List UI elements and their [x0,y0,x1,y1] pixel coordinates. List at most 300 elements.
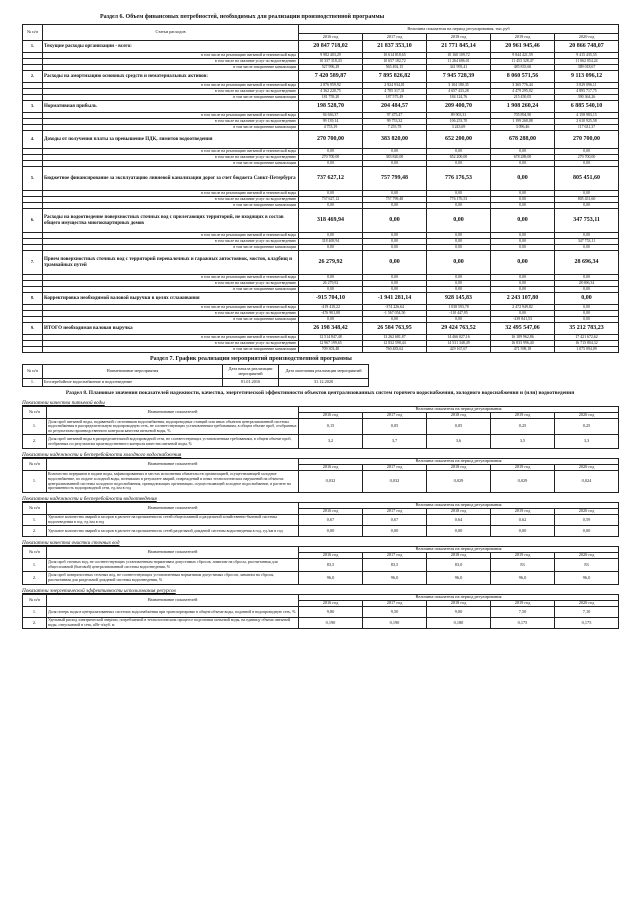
indicator-value: 0,175 [555,618,619,629]
subrow-value: 3 096,46 [491,125,555,131]
row-number: 9. [23,323,43,335]
subrow-value: 347 753,11 [555,239,619,245]
ind-year-header: 2017 год [363,553,427,559]
expense-value: 9 113 096,12 [555,71,619,83]
ind-year-header: 2017 год [363,413,427,419]
values-caption-header: Величина показателя на период регулирования, тыс.руб [299,25,619,34]
expense-value: 26 279,92 [299,251,363,275]
indicator-value: 0,190 [363,618,427,629]
subrow-label: в том числе на реализацию питьевой и технической воды [43,113,299,119]
subrow-value: 28 696,34 [555,281,619,287]
indicator-row [23,526,619,537]
subrow-value: 0,00 [555,311,619,317]
indicator-value: 3,6 [427,435,491,449]
indicator-name: Количество перерывов в подаче воды, зафиксированных в местах исполнения обязательств организацией, осуществляющей холодное водоснабжение, по подаче холодной воды, возникших в результате аварий, повреждений и иных технологических нарушений на объектах централизованной системы холодного водоснабжения, принадлежащих организации, осуществляющей холодное водоснабжение, в расчете на протяженность водопроводной сети, ед./км в год [47,471,299,493]
expense-row [23,71,619,83]
section8-title: Раздел 8. Плановые значения показателей надежности, качества, энергетической эффективности объектов централизованных систем горячего водоснабжения, холодного водоснабжения и (или) водоотведения [65,390,575,396]
subrow-value: 94 636,37 [299,113,363,119]
subrow-label: в том числе на оказание услуг по водоотведению [43,155,299,161]
subrow-value: 13 262 681,87 [363,335,427,341]
subrow-value: 0,00 [427,191,491,197]
subrow-value: 0,00 [299,317,363,323]
indicator-group-title: Показатели энергетической эффективности использования ресурсов [22,588,176,594]
expense-value: 21 837 353,10 [363,41,427,53]
ind-year-header: 2020 год [555,465,619,471]
subrow-value: 89 903,31 [427,113,491,119]
indicator-value: 83 [491,559,555,572]
subrow-value: 11 062 054,24 [555,59,619,65]
indicator-row [23,435,619,449]
subrow-value: 97 475,47 [363,113,427,119]
expense-value: 652 200,00 [427,131,491,149]
subrow-value: 1 075 094,09 [555,347,619,353]
expense-value: 7 895 826,82 [363,71,427,83]
subrow-value: 0,00 [555,149,619,155]
subrow-value: 760 483,62 [363,347,427,353]
expense-value: 2 243 107,80 [491,293,555,305]
ind-year-header: 2016 год [299,509,363,515]
indicator-table [22,406,619,449]
subrow-value: 565 492,15 [363,65,427,71]
subrow-value: 4 657 433,28 [427,89,491,95]
subrow-value: 705 894,90 [491,113,555,119]
subrow-value: 390 364,26 [555,95,619,101]
subrow-value: 0,00 [491,233,555,239]
subrow-value: 12 967 199,65 [299,341,363,347]
indicator-table [22,594,619,629]
indicator-num: 1. [23,559,47,572]
subrow-value: 0,00 [491,311,555,317]
expense-row [23,41,619,53]
indicator-value: 96,0 [555,572,619,585]
subrow-value: 0,00 [363,287,427,293]
expense-row [23,323,619,335]
expense-value: 805 451,60 [555,167,619,191]
indicator-value: 0,25 [555,419,619,435]
expense-value: 204 484,57 [363,101,427,113]
subrow-value: 0,00 [555,161,619,167]
subrow-value: 4 362 220,75 [299,89,363,95]
subrow-value: 678 288,00 [491,155,555,161]
subrow-value: 7 255,78 [363,125,427,131]
subrow-value: 3 365 776,44 [491,83,555,89]
subrow-value: 737 627,12 [299,197,363,203]
section6-title: Раздел 6. Объем финансовых потребностей, необходимых для реализации производственной программы [100,14,385,20]
indicator-value: 9,80 [299,607,363,618]
ind-year-header: 2018 год [427,509,491,515]
subrow-value: 0,00 [555,287,619,293]
ind-year-header: 2016 год [299,601,363,607]
subrow-value: 805 451,60 [555,197,619,203]
subrow-value: 12 832 598,44 [363,341,427,347]
expense-value: 20 961 945,46 [491,41,555,53]
indicator-value: 0,032 [363,471,427,493]
row-number: 2. [23,71,43,83]
subrow-label: в том числе на реализацию питьевой и технической воды [43,83,299,89]
indicator-value: 0,62 [491,515,555,526]
expense-name: Корректировка необходимой валовой выручки в целях сглаживания [43,293,299,305]
subrow-value: 2 876 959,92 [299,83,363,89]
subrow-value: 11 264 686,01 [427,59,491,65]
subrow-value: 3 104 180,35 [427,83,491,89]
subrow-value: 383 820,00 [363,155,427,161]
subrow-label: в том числе захоронение канализации [43,287,299,293]
indicator-value: 0,15 [299,419,363,435]
indicator-value: 83,5 [363,559,427,572]
indicator-value: 3,2 [299,435,363,449]
row-number: 6. [23,209,43,233]
subrow-label: в том числе на оказание услуг по водоотведению [43,59,299,65]
indicator-name: Удельное количество аварий и засоров в расчете на протяженность сетей общесплавной и раздельной хозяйственно-бытовой системы водоотведения в год, ед./км в год [47,515,299,526]
subrow-value: 4 895 717,75 [555,89,619,95]
ind-year-header: 2016 год [299,465,363,471]
subrow-value: 0,00 [555,191,619,197]
year-header: 2017 год [363,34,427,41]
expense-value: 7 420 589,87 [299,71,363,83]
indicator-table [22,502,619,537]
ind-col-num: № п/п [23,407,47,419]
subrow-value: 0,00 [491,149,555,155]
expense-name: Расходы на амортизацию основных средств и нематериальных активов: [43,71,299,83]
subrow-value: 270 700,00 [299,155,363,161]
indicator-row [23,515,619,526]
expense-value: 0,00 [491,251,555,275]
ind-year-header: 2017 год [363,601,427,607]
expense-value: 0,00 [491,209,555,233]
ind-year-header: 2020 год [555,509,619,515]
row-number: 3. [23,101,43,113]
ind-year-header: 2020 год [555,601,619,607]
subrow-value: 0,00 [363,161,427,167]
subrow-label: в том числе на оказание услуг по водоотведению [43,197,299,203]
ind-col-num: № п/п [23,503,47,515]
indicator-row [23,618,619,629]
subrow-value: 0,00 [491,197,555,203]
subrow-value: 106 253,70 [427,119,491,125]
subrow-value: 2 610 925,58 [555,119,619,125]
expense-value: 0,00 [363,209,427,233]
indicator-num: 2. [23,435,47,449]
subrow-value: 0,00 [427,149,491,155]
subrow-value: 0,00 [363,149,427,155]
subrow-value: 0,00 [491,203,555,209]
subrow-label: в том числе захоронение канализации [43,203,299,209]
schedule-name: Бесперебойное водоснабжение и водоотведение [43,379,223,387]
indicator-group-title: Показатели надежности и бесперебойности водоотведения [22,496,157,502]
indicator-name: Удельное количество аварий и засоров в расчете на протяженность сетей раздельной дождевой системы водоотведения в год, ед./км в год [47,526,299,537]
ind-year-header: 2018 год [427,465,491,471]
expense-name: ИТОГО необходимая валовая выручка [43,323,299,335]
year-header: 2020 год [555,34,619,41]
subrow-value: 2 924 934,01 [363,83,427,89]
subrow-value: 9 415 435,55 [555,53,619,59]
subrow-value: 0,00 [491,281,555,287]
subrow-value: 17 421 672,62 [555,335,619,341]
section7-title: Раздел 7. График реализации мероприятий производственной программы [150,356,352,362]
subrow-value: 10 337 318,43 [299,59,363,65]
ind-year-header: 2019 год [491,553,555,559]
subrow-value: 389 018,67 [555,65,619,71]
subrow-value: 0,00 [555,203,619,209]
subrow-value: 16 189 962,86 [491,335,555,341]
ind-col-num: № п/п [23,595,47,607]
expense-value: 0,00 [555,293,619,305]
indicator-row [23,572,619,585]
subrow-label: в том числе захоронение канализации [43,347,299,353]
expense-value: 7 945 728,39 [427,71,491,83]
subrow-value: 4 479 295,02 [491,89,555,95]
col-name-header: Статьи расходов [43,25,299,41]
subrow-value: 652 200,00 [427,155,491,161]
subrow-label: в том числе на реализацию питьевой и технической воды [43,149,299,155]
subrow-label: в том числе на реализацию питьевой и технической воды [43,233,299,239]
indicator-value: 0,032 [299,471,363,493]
subrow-value: 0,00 [363,233,427,239]
subrow-value: 12 514 847,48 [299,335,363,341]
schedule-end: 31.12.2020 [279,379,369,387]
subrow-value: 709 303,48 [299,347,363,353]
schedule-table [22,364,369,387]
expense-row [23,131,619,149]
expense-value: 347 753,11 [555,209,619,233]
subrow-value: -239 841,53 [491,317,555,323]
subrow-label: в том числе на реализацию питьевой и технической воды [43,191,299,197]
indicator-value: 3,3 [555,435,619,449]
indicator-row [23,607,619,618]
subrow-value: -476 901,08 [299,311,363,317]
expense-name: Нормативная прибыль [43,101,299,113]
subrow-label: в том числе на оказание услуг по водоотведению [43,341,299,347]
expense-value: 928 145,83 [427,293,491,305]
indicator-num: 2. [23,572,47,585]
indicator-value: 0,029 [427,471,491,493]
ind-col-name: Наименование показателей [47,595,299,607]
ind-year-header: 2019 год [491,413,555,419]
subrow-label: в том числе захоронение канализации [43,245,299,251]
indicator-value: 7,50 [491,607,555,618]
expense-name: Прием поверхностных сточных вод с территорий перевалочных и гаражных автостоянок, мостов, кладбищ и трамвайных путей [43,251,299,275]
subrow-value: 0,00 [363,239,427,245]
s7-col-end: Дата окончания реализации мероприятий [279,365,369,379]
subrow-value: 0,00 [427,239,491,245]
ind-year-header: 2019 год [491,509,555,515]
ind-year-header: 2017 год [363,509,427,515]
subrow-value: 10 614 818,65 [363,53,427,59]
subrow-label: в том числе захоронение канализации [43,161,299,167]
subrow-value: 341 995,41 [427,65,491,71]
subrow-value: 4 753,19 [299,125,363,131]
expense-value: 35 212 783,23 [555,323,619,335]
expense-value: 32 495 547,06 [491,323,555,335]
indicator-value: 0,00 [491,526,555,537]
expense-value: 737 627,12 [299,167,363,191]
subrow-value: 0,00 [555,245,619,251]
ind-col-name: Наименование показателей [47,459,299,471]
ind-year-header: 2020 год [555,413,619,419]
expense-value: 383 820,00 [363,131,427,149]
expense-value: 0,00 [363,251,427,275]
expense-value: 26 198 348,42 [299,323,363,335]
ind-col-num: № п/п [23,459,47,471]
subrow-label: в том числе на оказание услуг по водоотведению [43,281,299,287]
subrow-value: 184 124,76 [427,95,491,101]
s7-col-start: Дата начала реализации мероприятий [223,365,279,379]
subrow-value: 0,00 [299,275,363,281]
expense-value: 270 700,00 [299,131,363,149]
indicator-value: 0,05 [363,419,427,435]
expense-value: -915 704,10 [299,293,363,305]
subrow-value: 0,00 [363,203,427,209]
expense-value: 757 799,48 [363,167,427,191]
subrow-value: 4 158 983,15 [555,113,619,119]
subrow-value: 429 167,67 [427,347,491,353]
subrow-value: 0,00 [555,317,619,323]
expense-value: 0,00 [427,251,491,275]
indicator-num: 1. [23,607,47,618]
expense-row [23,209,619,233]
subrow-value: 0,00 [299,191,363,197]
expense-name: Расходы на водоотведение поверхностных сточных вод с прилегающих территорий, не входящих в состав общего имущества многоквартирных домов [43,209,299,233]
subrow-value: -1 567 054,50 [363,311,427,317]
subrow-label: в том числе на реализацию питьевой и технической воды [43,275,299,281]
ind-year-header: 2016 год [299,413,363,419]
expense-value: 21 771 845,14 [427,41,491,53]
indicator-value: 0,175 [491,618,555,629]
subrow-label: в том числе захоронение канализации [43,317,299,323]
row-number: 8. [23,293,43,305]
subrow-value: 0,00 [299,203,363,209]
subrow-label: в том числе захоронение канализации [43,125,299,131]
subrow-value: 99 753,32 [363,119,427,125]
expense-row [23,293,619,305]
subrow-value: 10 160 109,72 [427,53,491,59]
expense-value: 318 469,94 [299,209,363,233]
indicator-group-title: Показатели качества очистки сточных вод [22,540,120,546]
subrow-label: в том числе на реализацию питьевой и технической воды [43,53,299,59]
indicator-value: 0,00 [555,526,619,537]
expense-row [23,101,619,113]
subrow-value: 0,00 [363,191,427,197]
subrow-value: 1 199 268,88 [491,119,555,125]
subrow-value: 776 176,53 [427,197,491,203]
expense-value: 26 584 763,95 [363,323,427,335]
indicator-value: 96,0 [299,572,363,585]
indicator-value: 0,64 [427,515,491,526]
expense-name: Доходы от получения платы за превышение ПДК, лимитов водоотведения [43,131,299,149]
subrow-value: 471 598,18 [491,347,555,353]
subrow-value: 0,00 [491,161,555,167]
expense-value: 0,00 [427,209,491,233]
subrow-value: 527 996,29 [299,65,363,71]
schedule-start: 01.01.2016 [223,379,279,387]
indicator-num: 1. [23,419,47,435]
subrow-value: 318 469,94 [299,239,363,245]
expense-value: 29 424 763,52 [427,323,491,335]
ind-col-num: № п/п [23,547,47,559]
indicator-value: 0,59 [555,515,619,526]
subrow-value: 485 835,60 [491,65,555,71]
indicator-value: 96,0 [491,572,555,585]
subrow-value: 16 833 996,40 [491,341,555,347]
subrow-value: 0,00 [299,161,363,167]
subrow-label: в том числе на оказание услуг по водоотведению [43,119,299,125]
subrow-value: 0,00 [491,287,555,293]
subrow-value: 187 575,49 [363,95,427,101]
indicator-value: 0,180 [427,618,491,629]
subrow-value: 0,00 [427,161,491,167]
indicator-value: 0,029 [491,471,555,493]
ind-year-header: 2018 год [427,553,491,559]
subrow-label: в том числе на оказание услуг по водоотведению [43,311,299,317]
ind-year-header: 2018 год [427,413,491,419]
subrow-value: 3 829 096,11 [555,83,619,89]
indicator-num: 1. [23,515,47,526]
row-number: 7. [23,251,43,275]
ind-year-header: 2020 год [555,553,619,559]
subrow-value: 0,00 [427,287,491,293]
expense-value: 209 400,70 [427,101,491,113]
indicator-value: 0,67 [299,515,363,526]
subrow-value: 0,00 [491,275,555,281]
subrow-label: в том числе на оказание услуг по водоотведению [43,89,299,95]
ind-col-name: Наименование показателей [47,407,299,419]
indicator-value: 0,00 [427,526,491,537]
expense-value: 8 060 571,56 [491,71,555,83]
indicator-name: Доля проб поверхностных сточных вод, не соответствующих установленным нормативам допустимых сбросов, лимитам на сбросы, рассчитанная для раздельной дождевой системы водоотведения, % [47,572,299,585]
expense-row [23,251,619,275]
subrow-value: 0,00 [299,245,363,251]
subrow-value: 14 531 348,49 [427,341,491,347]
financial-needs-table [22,24,619,353]
expense-value: 678 288,00 [491,131,555,149]
expense-subrow [23,347,619,353]
expense-value: 20 866 748,07 [555,41,619,53]
subrow-value: 757 799,48 [363,197,427,203]
subrow-value: 0,00 [363,281,427,287]
subrow-value: 0,00 [555,275,619,281]
expense-value: 6 885 540,10 [555,101,619,113]
row-number: 5. [23,167,43,191]
indicator-group-title: Показатели качества питьевой воды [22,400,105,406]
expense-value: 198 528,70 [299,101,363,113]
indicator-value: 0,00 [363,526,427,537]
row-number: 4. [23,131,43,149]
ind-year-header: 2019 год [491,465,555,471]
indicator-num: 1. [23,471,47,493]
subrow-value: 16 715 804,32 [555,341,619,347]
ind-values-caption: Величина показателя на период регулирования [299,407,619,413]
indicator-table [22,458,619,493]
indicator-value: 96,0 [363,572,427,585]
subrow-label: в том числе на реализацию питьевой и технической воды [43,305,299,311]
subrow-value: 0,00 [427,245,491,251]
ind-col-name: Наименование показателей [47,547,299,559]
expense-value: 28 696,34 [555,251,619,275]
subrow-value: 10 657 182,72 [363,59,427,65]
subrow-value: 1 038 593,78 [427,305,491,311]
expense-value: 0,00 [491,167,555,191]
subrow-label: в том числе захоронение канализации [43,95,299,101]
indicator-value: 0,25 [491,419,555,435]
expense-row [23,167,619,191]
indicator-value: 0,67 [363,515,427,526]
subrow-value: 0,00 [555,305,619,311]
indicator-value: 83,0 [427,559,491,572]
subrow-value: 26 279,92 [299,281,363,287]
indicator-row [23,471,619,493]
empty-cell [23,347,43,353]
indicator-value: 9,50 [363,607,427,618]
